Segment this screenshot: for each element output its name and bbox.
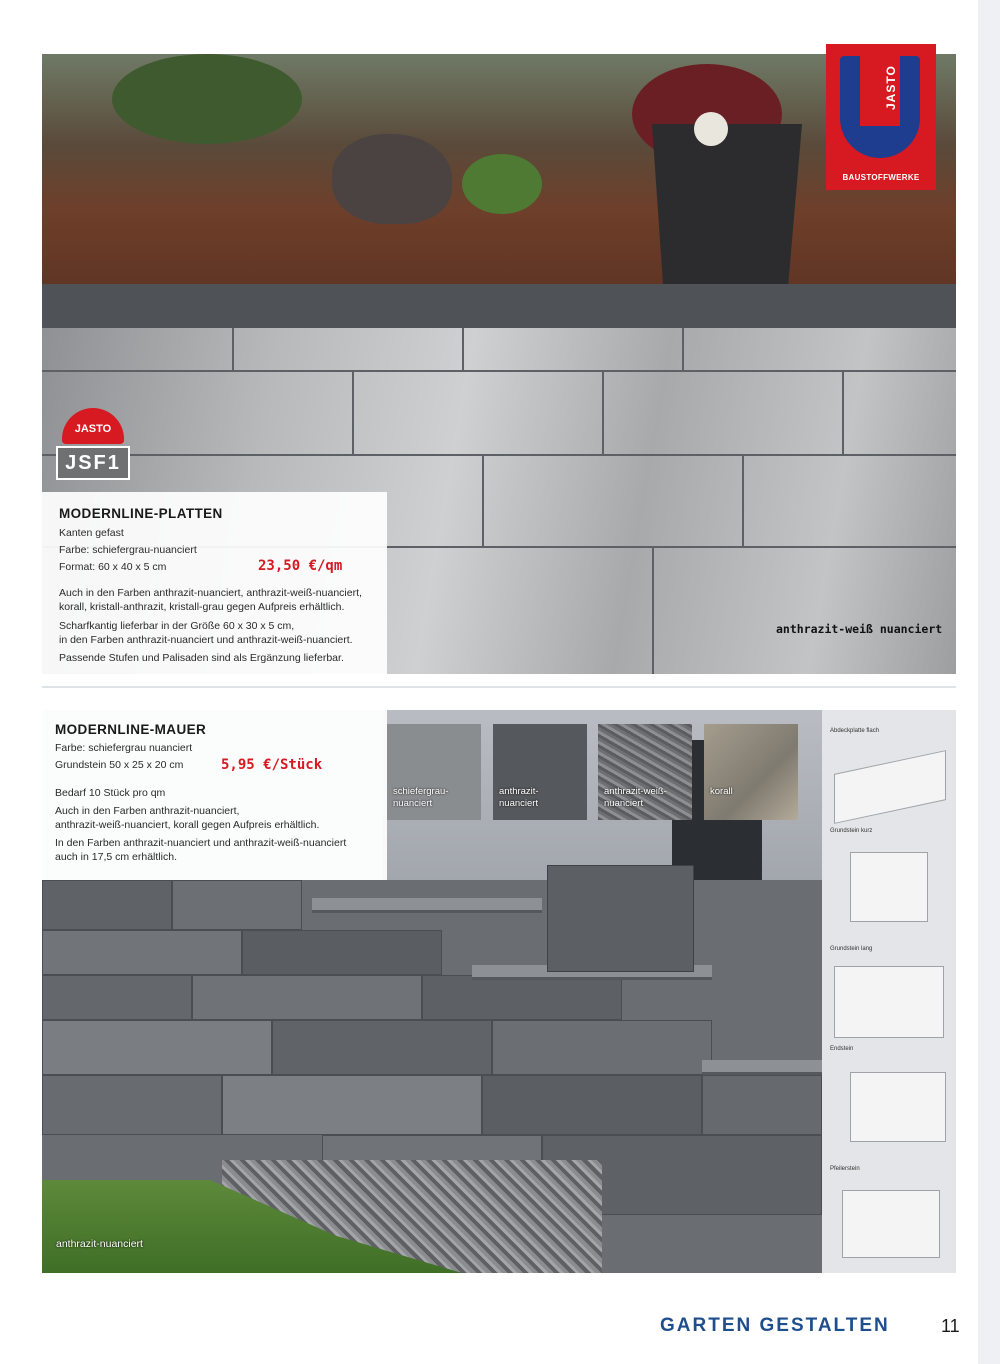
wall-block <box>192 975 422 1020</box>
diagram-label: Abdeckplatte flach <box>830 728 880 734</box>
border-stones <box>42 284 956 328</box>
wall-cap <box>702 1060 822 1075</box>
swatch-label: korall <box>710 786 733 797</box>
wall-block <box>172 880 302 930</box>
mauer-note: auch in 17,5 cm erhältlich. <box>55 851 177 863</box>
paving-joint <box>652 548 654 674</box>
mauer-spec: Grundstein 50 x 25 x 20 cm <box>55 759 184 771</box>
paving-joint <box>42 370 956 372</box>
swatch-label: nuanciert <box>499 798 539 809</box>
platten-photo-caption: anthrazit-weiß nuanciert <box>776 622 943 636</box>
mauer-title: MODERNLINE-MAUER <box>55 722 207 737</box>
mauer-price: 5,95 €/Stück <box>221 757 323 773</box>
diagram-label: Endstein <box>830 1046 854 1052</box>
block-diagrams <box>822 710 956 1273</box>
paving-joint <box>42 454 956 456</box>
swatch-label: nuanciert <box>393 798 433 809</box>
cap-stone-diagram <box>834 750 946 824</box>
wall-block <box>42 880 172 930</box>
badge-code: JSF1 <box>56 446 130 480</box>
paving-joint <box>232 328 234 370</box>
platten-note: Passende Stufen und Palisaden sind als Ergänzung lieferbar. <box>59 652 344 664</box>
wall-block <box>272 1020 492 1075</box>
swatch-label: anthrazit-weiß- <box>604 786 667 797</box>
wall-block <box>492 1020 712 1075</box>
mauer-note: anthrazit-weiß-nuanciert, korall gegen Aufpreis erhältlich. <box>55 819 320 831</box>
paving-joint <box>602 372 604 454</box>
garden-bed <box>42 54 956 314</box>
paving-joint <box>742 456 744 546</box>
platten-spec: Kanten gefast <box>59 527 124 539</box>
mauer-note: Bedarf 10 Stück pro qm <box>55 787 166 799</box>
page-number: 11 <box>941 1316 960 1336</box>
wall-block <box>222 1075 482 1135</box>
platten-spec: Farbe: schiefergrau-nuanciert <box>59 544 197 556</box>
mauer-photo-caption: anthrazit-nuanciert <box>56 1238 143 1250</box>
wall-block <box>42 975 192 1020</box>
swatch-schiefergrau <box>387 724 481 820</box>
swatch-anthrazit-weiss <box>598 724 692 820</box>
wall-block <box>42 930 242 975</box>
short-block-diagram <box>850 852 928 922</box>
swatch-label: anthrazit- <box>499 786 539 797</box>
diagram-label: Grundstein lang <box>830 946 873 952</box>
paving-joint <box>682 328 684 370</box>
mauer-note: In den Farben anthrazit-nuanciert und anthrazit-weiß-nuanciert <box>55 837 347 849</box>
mauer-spec: Farbe: schiefergrau nuanciert <box>55 742 193 754</box>
diagram-label: Grundstein kurz <box>830 828 873 834</box>
wall-block <box>42 1020 272 1075</box>
paving-joint <box>462 328 464 370</box>
platten-title: MODERNLINE-PLATTEN <box>59 506 223 521</box>
logo-subtitle: BAUSTOFFWERKE <box>842 173 920 182</box>
page-edge-bar <box>978 0 1000 1364</box>
wall-block <box>242 930 442 975</box>
wall-block <box>42 1075 222 1135</box>
wall-block <box>422 975 622 1020</box>
swatch-anthrazit <box>493 724 587 820</box>
paving-joint <box>842 372 844 454</box>
platten-note: in den Farben anthrazit-nuanciert und anthrazit-weiß-nuanciert. <box>59 634 353 646</box>
shrub <box>112 54 302 144</box>
logo-wordmark: JASTO <box>884 65 898 111</box>
platten-note: korall, kristall-anthrazit, kristall-grau gegen Aufpreis erhältlich. <box>59 601 345 613</box>
pillar-block-diagram <box>842 1190 940 1258</box>
wall-block <box>482 1075 702 1135</box>
end-block-diagram <box>850 1072 946 1142</box>
swatch-korall <box>704 724 798 820</box>
paving-joint <box>352 372 354 454</box>
wall-block <box>702 1075 822 1135</box>
platten-note: Auch in den Farben anthrazit-nuanciert, anthrazit-weiß-nuanciert, <box>59 587 362 599</box>
platten-price: 23,50 €/qm <box>258 558 343 574</box>
cube-planter <box>547 865 694 972</box>
paving-joint <box>482 456 484 546</box>
badge-brand: JASTO <box>74 423 112 435</box>
diagram-label: Pfeilerstein <box>830 1166 860 1172</box>
hosta-plant <box>462 154 542 214</box>
wall-cap <box>312 898 542 913</box>
swatch-label: nuanciert <box>604 798 644 809</box>
boulder <box>332 134 452 224</box>
section-footer: GARTEN GESTALTEN <box>660 1315 890 1336</box>
platten-spec: Format: 60 x 40 x 5 cm <box>59 561 167 573</box>
jsf1-badge <box>56 408 130 484</box>
jasto-logo <box>826 44 936 190</box>
long-block-diagram <box>834 966 944 1038</box>
garden-orb <box>694 112 728 146</box>
section-divider <box>42 686 956 688</box>
platten-note: Scharfkantig lieferbar in der Größe 60 x 30 x 5 cm, <box>59 620 295 632</box>
swatch-label: schiefergrau- <box>393 786 449 797</box>
planter-box <box>652 124 802 299</box>
mauer-note: Auch in den Farben anthrazit-nuanciert, <box>55 805 240 817</box>
